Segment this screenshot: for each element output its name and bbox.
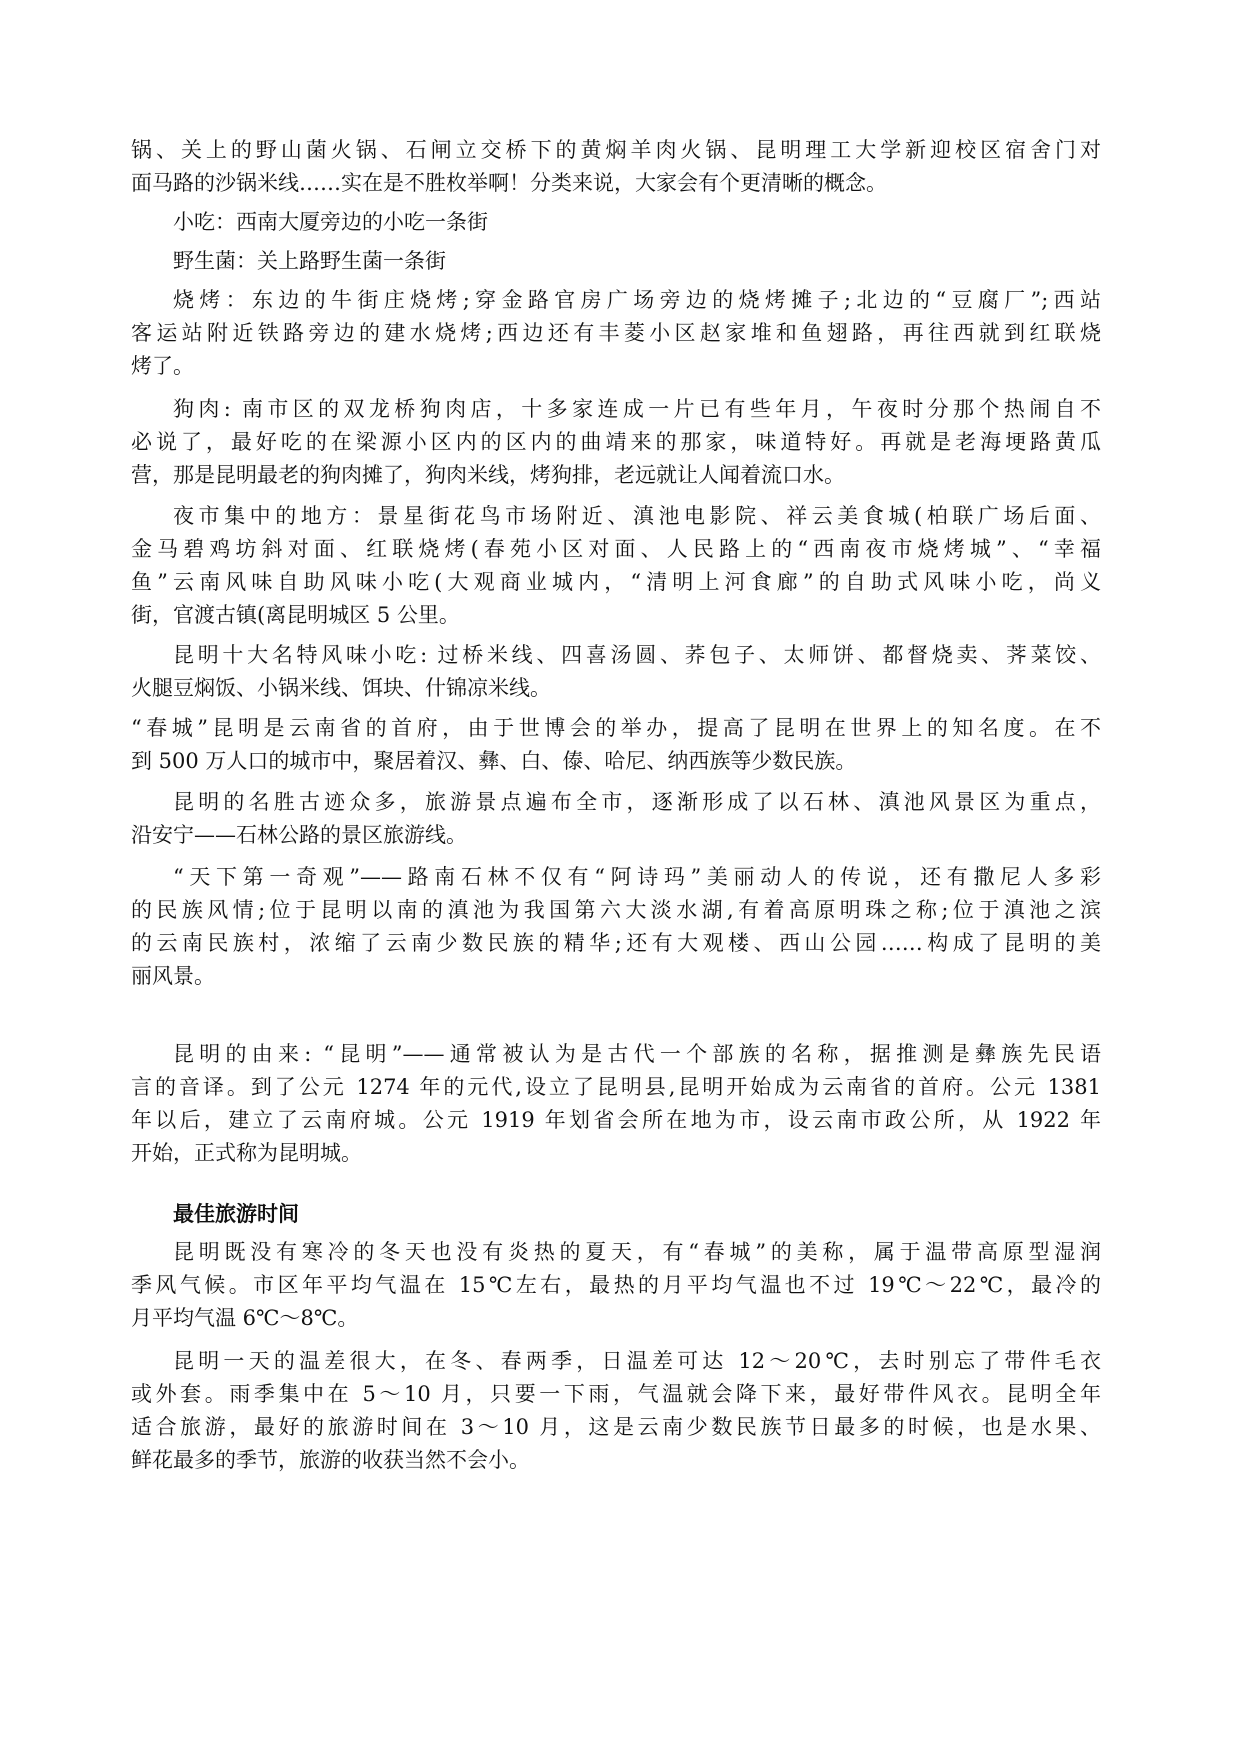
text-line: 适合旅游，最好的旅游时间在 3～10 月，这是云南少数民族节日最多的时候，也是水果、 xyxy=(131,1415,1101,1439)
text-line: 金马碧鸡坊斜对面、红联烧烤(春苑小区对面、人民路上的“西南夜市烧烤城”、“幸福 xyxy=(131,537,1101,561)
text-line: 昆明一天的温差很大，在冬、春两季，日温差可达 12～20℃，去时别忘了带件毛衣 xyxy=(173,1349,1101,1373)
text-line: 的云南民族村，浓缩了云南少数民族的精华;还有大观楼、西山公园……构成了昆明的美 xyxy=(131,931,1101,955)
paragraph xyxy=(131,786,1101,852)
paragraph xyxy=(131,712,1101,778)
paragraph xyxy=(131,861,1101,993)
paragraph xyxy=(131,134,1101,200)
paragraph xyxy=(131,245,1101,278)
text-line: 季风气候。市区年平均气温在 15℃左右，最热的月平均气温也不过 19℃～22℃，最冷的 xyxy=(131,1273,1101,1297)
text-line: 火腿豆焖饭、小锅米线、饵块、什锦凉米线。 xyxy=(131,676,551,700)
text-line: 言的音译。到了公元 1274 年的元代,设立了昆明县,昆明开始成为云南省的首府。公元 1381 xyxy=(131,1075,1101,1099)
text-line: 夜市集中的地方：景星街花鸟市场附近、滇池电影院、祥云美食城(柏联广场后面、 xyxy=(173,504,1101,528)
text-line: 年以后，建立了云南府城。公元 1919 年划省会所在地为市，设云南市政公所，从 1922 年 xyxy=(131,1108,1101,1132)
text-line: 锅、关上的野山菌火锅、石闸立交桥下的黄焖羊肉火锅、昆明理工大学新迎校区宿舍门对 xyxy=(131,138,1101,162)
text-line: 到 500 万人口的城市中，聚居着汉、彝、白、傣、哈尼、纳西族等少数民族。 xyxy=(131,749,857,773)
text-line: 昆明的名胜古迹众多，旅游景点遍布全市，逐渐形成了以石林、滇池风景区为重点， xyxy=(173,790,1101,814)
text-line: 必说了，最好吃的在梁源小区内的区内的曲靖来的那家，味道特好。再就是老海埂路黄瓜 xyxy=(131,430,1101,454)
paragraph xyxy=(131,393,1101,492)
paragraph xyxy=(131,500,1101,632)
text-line: 街，官渡古镇(离昆明城区 5 公里。 xyxy=(131,603,460,627)
text-line: 昆明既没有寒冷的冬天也没有炎热的夏天，有“春城”的美称，属于温带高原型湿润 xyxy=(173,1240,1101,1264)
paragraph xyxy=(131,284,1101,383)
paragraph xyxy=(131,1038,1101,1170)
text-line: 昆明十大名特风味小吃: 过桥米线、四喜汤圆、荞包子、太师饼、都督烧卖、荠菜饺、 xyxy=(173,643,1101,667)
text-line: 丽风景。 xyxy=(131,964,215,988)
text-line: 或外套。雨季集中在 5～10 月，只要一下雨，气温就会降下来，最好带件风衣。昆明全年 xyxy=(131,1382,1101,1406)
paragraph xyxy=(131,1236,1101,1335)
text-line: 小吃：西南大厦旁边的小吃一条街 xyxy=(173,210,488,234)
paragraph xyxy=(131,206,1101,239)
text-line: 鲜花最多的季节，旅游的收获当然不会小。 xyxy=(131,1448,530,1472)
text-line: 沿安宁——石林公路的景区旅游线。 xyxy=(131,823,467,847)
text-line: 烤了。 xyxy=(131,354,194,378)
text-line: 面马路的沙锅米线……实在是不胜枚举啊！分类来说，大家会有个更清晰的概念。 xyxy=(131,171,887,195)
paragraph xyxy=(131,1345,1101,1477)
text-line: 开始，正式称为昆明城。 xyxy=(131,1141,362,1165)
text-line: “春城”昆明是云南省的首府，由于世博会的举办，提高了昆明在世界上的知名度。在不 xyxy=(131,716,1101,740)
text-line: 营，那是昆明最老的狗肉摊了，狗肉米线，烤狗排，老远就让人闻着流口水。 xyxy=(131,463,845,487)
text-line: 的民族风情;位于昆明以南的滇池为我国第六大淡水湖,有着高原明珠之称;位于滇池之滨 xyxy=(131,898,1101,922)
text-line: 狗肉: 南市区的双龙桥狗肉店，十多家连成一片已有些年月，午夜时分那个热闹自不 xyxy=(173,397,1101,421)
text-line: 烧烤：东边的牛街庄烧烤;穿金路官房广场旁边的烧烤摊子;北边的“豆腐厂”;西站 xyxy=(173,288,1101,312)
text-line: 昆明的由来: “昆明”——通常被认为是古代一个部族的名称，据推测是彝族先民语 xyxy=(173,1042,1101,1066)
text-line: 鱼”云南风味自助风味小吃(大观商业城内，“清明上河食廊”的自助式风味小吃，尚义 xyxy=(131,570,1101,594)
paragraph xyxy=(131,639,1101,705)
text-line: “天下第一奇观”——路南石林不仅有“阿诗玛”美丽动人的传说，还有撒尼人多彩 xyxy=(173,865,1101,889)
text-line: 客运站附近铁路旁边的建水烧烤;西边还有丰菱小区赵家堆和鱼翅路，再往西就到红联烧 xyxy=(131,321,1101,345)
text-line: 月平均气温 6℃～8℃。 xyxy=(131,1306,359,1330)
section-heading: 最佳旅游时间 xyxy=(173,1201,299,1226)
text-line: 野生菌：关上路野生菌一条街 xyxy=(173,249,446,273)
